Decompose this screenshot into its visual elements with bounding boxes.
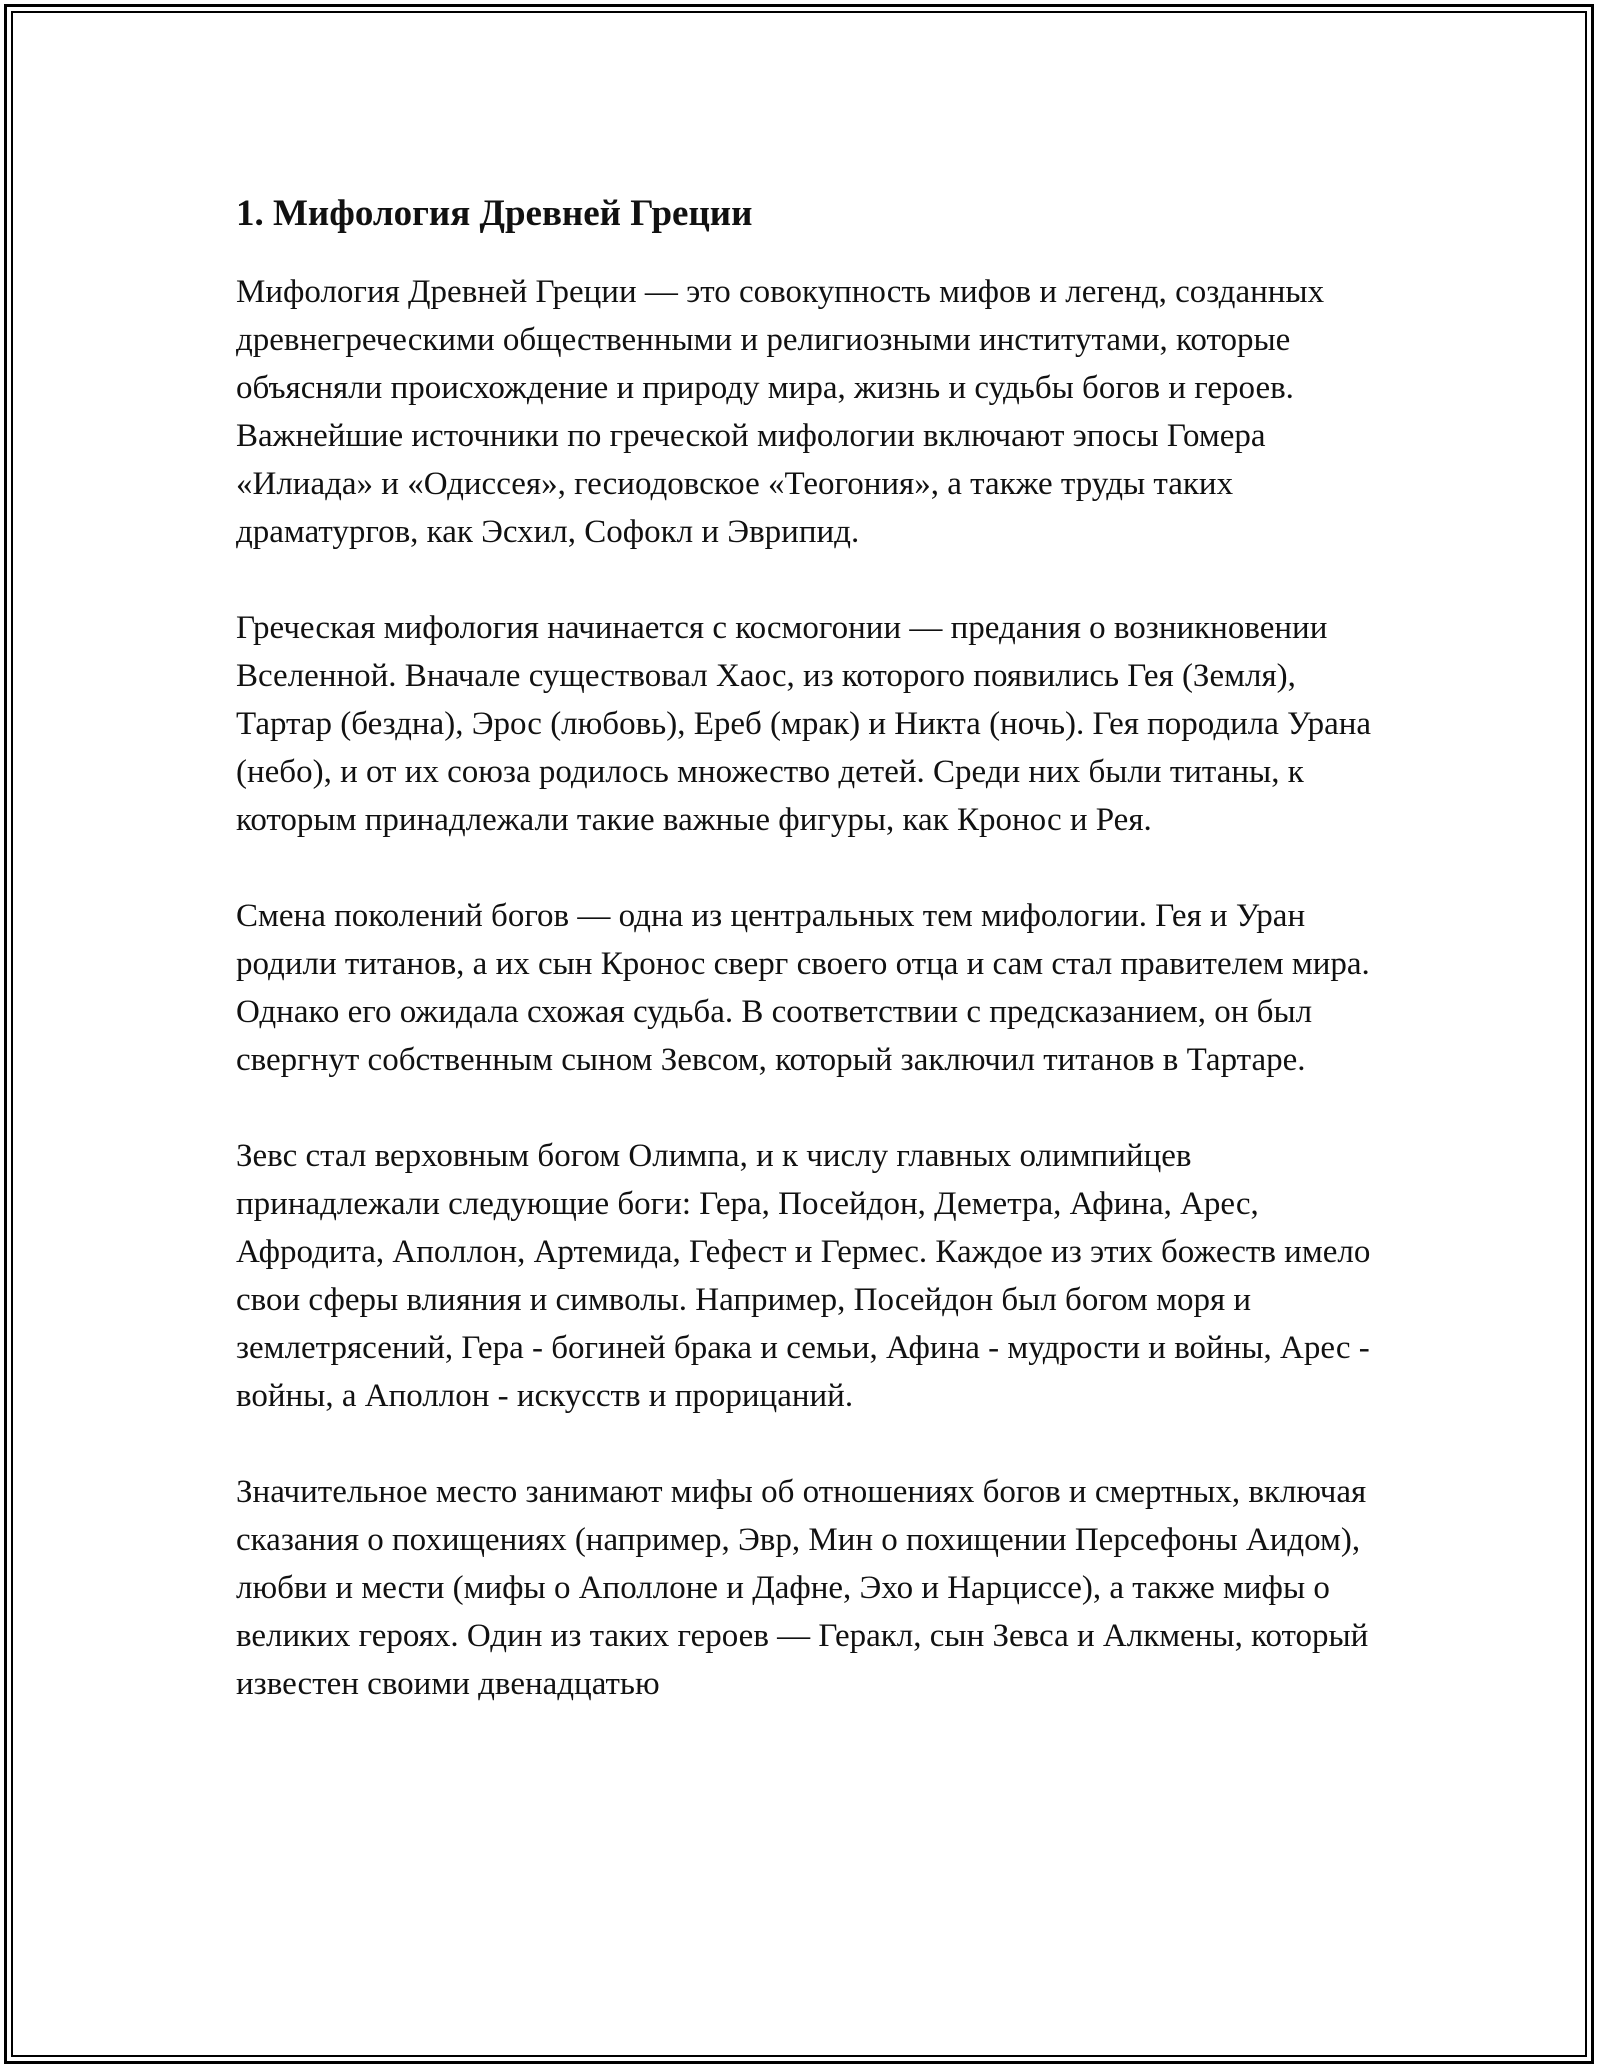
paragraph-cosmogony: Греческая мифология начинается с космогонии — предания о возникновении Вселенной. Вначале существовал Хаос, из которого появились Гея (Земля), Тартар (бездна), Эрос (любовь), Ереб (мрак) и Никта (ночь). Гея породила Урана (небо), и от их союза родилось множество детей. Среди них были титаны, к которым принадлежали такие важные фигуры, как Кронос и Рея. (236, 610, 1372, 838)
paragraph-intro: Мифология Древней Греции — это совокупность мифов и легенд, созданных древнегреческими общественными и религиозными институтами, которые объясняли происхождение и природу мира, жизнь и судьбы богов и героев. Важнейшие источники по греческой мифологии включают эпосы Гомера «Илиада» и «Одиссея», гесиодовское «Теогония», а также труды таких драматургов, как Эсхил, Софокл и Эврипид. (236, 274, 1325, 550)
section-heading: 1. Мифология Древней Греции (236, 193, 753, 234)
paragraph-mortals: Значительное место занимают мифы об отношениях богов и смертных, включая сказания о похищениях (например, Эвр, Мин о похищении Персефоны Аидом), любви и мести (мифы о Аполлоне и Дафне, Эхо и Нарциссе), а также мифы о великих героях. Один из таких героев — Геракл, сын Зевса и Алкмены, который известен своими двенадцатью (236, 1474, 1369, 1702)
paragraph-generations: Смена поколений богов — одна из центральных тем мифологии. Гея и Уран родили титанов, а их сын Кронос сверг своего отца и сам стал правителем мира. Однако его ожидала схожая судьба. В соответствии с предсказанием, он был свергнут собственным сыном Зевсом, который заключил титанов в Тартаре. (236, 898, 1370, 1078)
paragraph-olympians: Зевс стал верховным богом Олимпа, и к числу главных олимпийцев принадлежали следующие боги: Гера, Посейдон, Деметра, Афина, Арес, Афродита, Аполлон, Артемида, Гефест и Гермес. Каждое из этих божеств имело свои сферы влияния и символы. Например, Посейдон был богом моря и землетрясений, Гера - богиней брака и семьи, Афина - мудрости и войны, Арес - войны, а Аполлон - искусств и прорицаний. (236, 1138, 1371, 1414)
document-page (236, 186, 1386, 1756)
